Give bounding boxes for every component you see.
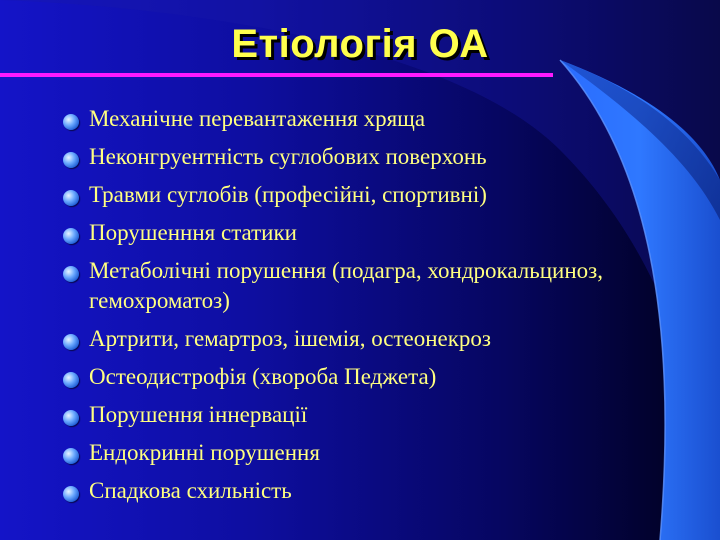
bullet-item	[62, 438, 712, 468]
bullet-text: Спадкова схильність	[89, 478, 292, 503]
bullet-text: Травми суглобів (професійні, спортивні)	[89, 182, 487, 207]
bullet-text: Артрити, гемартроз, ішемія, остеонекроз	[89, 326, 492, 351]
bullet-dot-icon	[63, 334, 79, 350]
bullet-item	[62, 180, 712, 210]
bullet-dot-icon	[63, 410, 79, 426]
bullet-dot-icon	[63, 190, 79, 206]
bullet-item	[62, 142, 712, 172]
bullet-text: Порушення іннервації	[89, 402, 308, 427]
bullet-text: Метаболічні порушення (подагра, хондрокальциноз, гемохроматоз)	[89, 258, 604, 313]
bullet-item	[62, 218, 712, 248]
bullet-dot-icon	[63, 152, 79, 168]
title-underline	[0, 73, 553, 77]
bullet-text: Остеодистрофія (хвороба Педжета)	[89, 364, 437, 389]
slide-title: Етіологія ОА	[231, 22, 489, 66]
bullet-text: Неконгруентність суглобових поверхонь	[89, 144, 487, 169]
bullet-text: Порушенння статики	[89, 220, 297, 245]
bullet-text: Ендокринні порушення	[89, 440, 320, 465]
bullet-dot-icon	[63, 266, 79, 282]
bullet-dot-icon	[63, 372, 79, 388]
bullet-dot-icon	[63, 448, 79, 464]
bullet-item	[62, 362, 712, 392]
bullet-list	[62, 104, 712, 514]
bullet-dot-icon	[63, 228, 79, 244]
bullet-item	[62, 476, 712, 506]
bullet-item	[62, 104, 712, 134]
bullet-dot-icon	[63, 486, 79, 502]
bullet-text: Механічне перевантаження хряща	[89, 106, 426, 131]
bullet-item	[62, 324, 712, 354]
bullet-item	[62, 256, 712, 316]
bullet-dot-icon	[63, 114, 79, 130]
bullet-item	[62, 400, 712, 430]
